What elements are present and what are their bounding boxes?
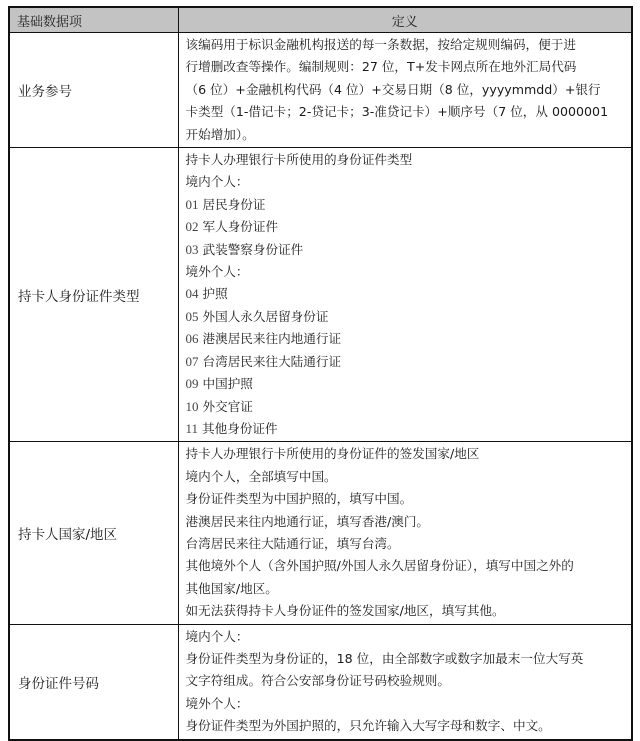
row-definition-id-type [178, 148, 632, 442]
id-type-code-item [186, 194, 626, 216]
table-header-row [9, 7, 632, 33]
row-definition-country [178, 442, 632, 624]
table-row [9, 624, 632, 740]
code-number: 05 [185, 308, 199, 324]
definition-line: 境内个人，全部填写中国。 [185, 468, 337, 484]
definition-line: 其他国家/地区。 [185, 580, 278, 596]
code-name: 护照 [202, 286, 228, 302]
id-type-code-item [186, 373, 626, 395]
definition-line: 开始增加）。 [185, 126, 255, 142]
definition-intro: 持卡人办理银行卡所使用的身份证件类型 [185, 152, 413, 168]
definition-line: 身份证件类型为身份证的，18 位，由全部数字或数字加最末一位大写英 [185, 650, 584, 666]
id-type-code-item [186, 328, 626, 350]
row-definition-business-ref [178, 33, 632, 148]
table-row [9, 442, 632, 624]
definition-line: 卡类型（1-借记卡；2-贷记卡；3-准贷记卡）+顺序号（7 位，从 0000001 [185, 104, 609, 120]
data-definition-table [8, 6, 633, 741]
row-item-business-ref: 业务参号 [9, 33, 178, 148]
code-name: 军人身份证件 [202, 219, 279, 235]
definition-line: 文字符组成。符合公安部身份证号码校验规则。 [185, 673, 450, 689]
code-name: 外国人永久居留身份证 [202, 308, 329, 324]
table-row [9, 148, 632, 442]
id-type-code-item [186, 239, 626, 261]
code-name: 台湾居民来往大陆通行证 [202, 353, 342, 369]
code-number: 06 [185, 331, 199, 347]
row-definition-id-number [178, 624, 632, 740]
row-item-country: 持卡人国家/地区 [9, 442, 178, 624]
code-number: 04 [185, 286, 199, 302]
foreign-label: 境外个人： [185, 264, 249, 280]
code-number: 09 [185, 376, 199, 392]
code-number: 07 [185, 353, 199, 369]
definition-line: 身份证件类型为中国护照的，填写中国。 [185, 491, 413, 507]
id-type-code-item [186, 306, 626, 328]
definition-line: 持卡人办理银行卡所使用的身份证件的签发国家/地区 [185, 446, 480, 462]
code-number: 10 [185, 398, 199, 414]
code-name: 外交官证 [202, 398, 253, 414]
definition-line: 如无法获得持卡人身份证件的签发国家/地区，填写其他。 [185, 603, 505, 619]
definition-line: 境内个人： [185, 628, 249, 644]
definition-line: （6 位）+金融机构代码（4 位）+交易日期（8 位，yyyymmdd）+银行 [185, 81, 601, 97]
code-name: 其他身份证件 [202, 420, 278, 436]
header-definition: 定义 [178, 7, 632, 33]
definition-line: 身份证件类型为外国护照的，只允许输入大写字母和数字、中文。 [185, 718, 551, 734]
id-type-code-item [186, 351, 626, 373]
definition-line: 港澳居民来往内地通行证，填写香港/澳门。 [185, 513, 430, 529]
code-number: 02 [185, 219, 199, 235]
table-row [9, 33, 632, 148]
code-number: 11 [185, 420, 199, 436]
code-number: 01 [185, 196, 199, 212]
row-item-id-number: 身份证件号码 [9, 624, 178, 740]
code-number: 03 [185, 241, 199, 257]
id-type-code-item [186, 283, 626, 305]
id-type-code-item [186, 216, 626, 238]
definition-line: 行增删改查等操作。编制规则：27 位，T+发卡网点所在地外汇局代码 [185, 59, 577, 75]
id-type-code-item [186, 418, 626, 440]
id-type-code-item [186, 396, 626, 418]
row-item-id-type: 持卡人身份证件类型 [9, 148, 178, 442]
header-item: 基础数据项 [9, 7, 178, 33]
definition-line: 其他境外个人（含外国护照/外国人永久居留身份证），填写中国之外的 [185, 558, 574, 574]
code-name: 港澳居民来往内地通行证 [202, 331, 342, 347]
code-name: 中国护照 [202, 376, 253, 392]
domestic-label: 境内个人： [185, 174, 249, 190]
definition-line: 该编码用于标识金融机构报送的每一条数据，按给定规则编码，便于进 [185, 37, 576, 52]
definition-line: 境外个人： [185, 695, 249, 711]
code-name: 武装警察身份证件 [202, 241, 304, 257]
definition-line: 台湾居民来往大陆通行证，填写台湾。 [185, 535, 400, 551]
code-name: 居民身份证 [202, 196, 266, 212]
